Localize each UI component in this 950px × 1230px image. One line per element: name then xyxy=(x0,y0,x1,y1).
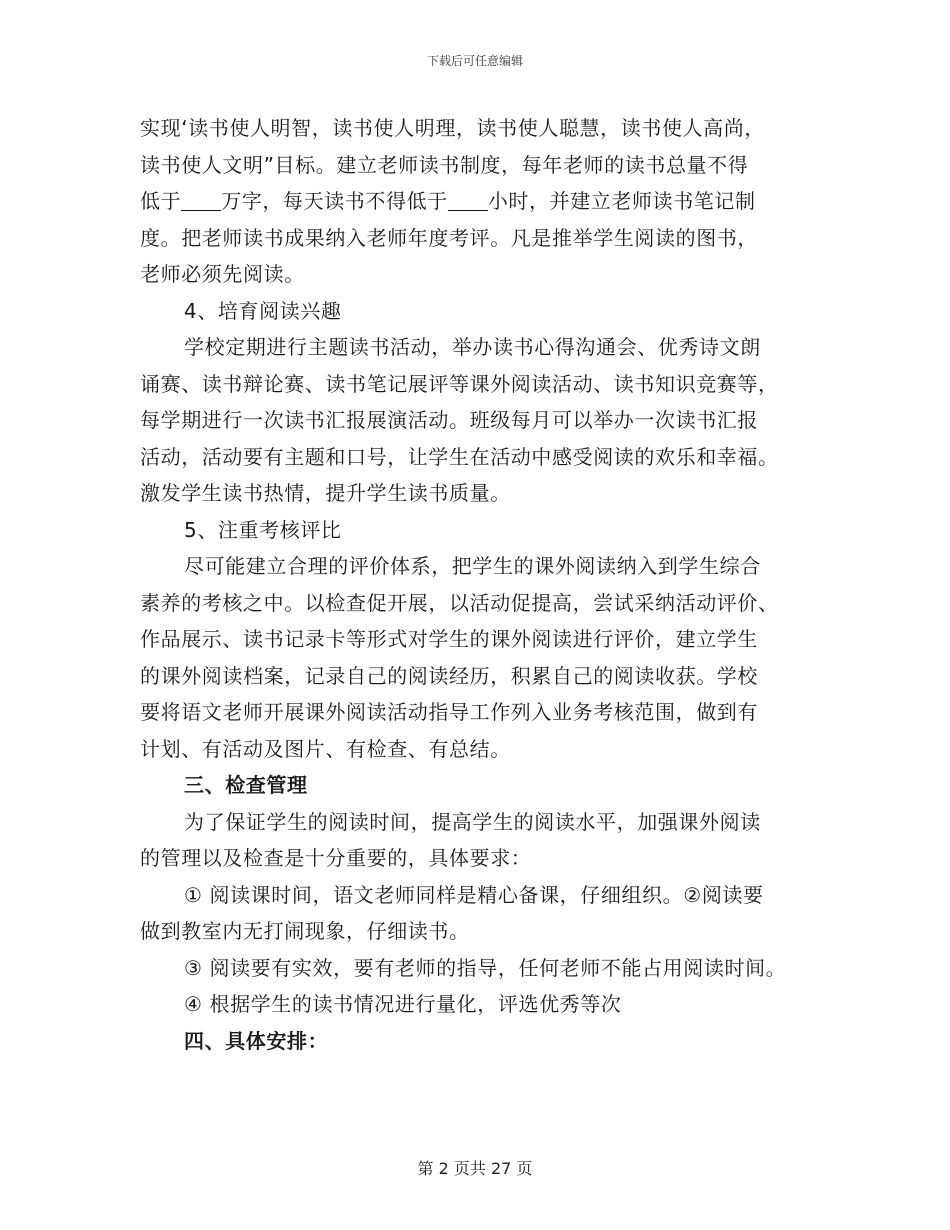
paragraph-line xyxy=(140,183,820,220)
paragraph-line: 的课外阅读档案，记录自己的阅读经历，积累自己的阅读收获。学校 xyxy=(140,663,758,688)
paragraph-line: 激发学生读书热情，提升学生读书质量。 xyxy=(140,481,511,505)
paragraph-line: 度。把老师读书成果纳入老师年度考评。凡是推举学生阅读的图书， xyxy=(140,225,758,250)
paragraph-line: 活动，活动要有主题和口号，让学生在活动中感受阅读的欢乐和幸福。 xyxy=(140,444,779,469)
text-fragment: 万字，每天读书不得低于 xyxy=(221,189,448,213)
paragraph-line: 素养的考核之中。以检查促开展，以活动促提高，尝试采纳活动评价、 xyxy=(140,590,779,615)
paragraph-line: ① 阅读课时间，语文老师同样是精心备课，仔细组织。②阅读要 xyxy=(184,882,764,907)
text-fragment: 低于 xyxy=(140,189,182,213)
paragraph-line: 做到教室内无打闹现象，仔细读书。 xyxy=(140,919,470,943)
page-header: 下载后可任意编辑 xyxy=(426,54,523,68)
document-body xyxy=(140,110,820,1059)
section-heading-four: 四、具体安排： xyxy=(184,1028,329,1053)
paragraph-line: 老师必须先阅读。 xyxy=(140,262,305,286)
paragraph-line: ③ 阅读要有实效，要有老师的指导，任何老师不能占用阅读时间。 xyxy=(184,955,787,980)
paragraph-line: 实现‘读书使人明智，读书使人明理，读书使人聪慧，读书使人高尚， xyxy=(140,116,765,140)
paragraph-line: 的管理以及检查是十分重要的，具体要求： xyxy=(140,846,532,870)
fill-in-blank xyxy=(448,192,488,211)
paragraph-line: 诵赛、读书辩论赛、读书笔记展评等课外阅读活动、读书知识竞赛等， xyxy=(140,371,779,396)
paragraph-line: 尽可能建立合理的评价体系，把学生的课外阅读纳入到学生综合 xyxy=(184,554,761,578)
section-heading-4: 4、培育阅读兴趣 xyxy=(184,298,342,323)
paragraph-line: 作品展示、读书记录卡等形式对学生的课外阅读进行评价，建立学生 xyxy=(140,627,758,651)
fill-in-blank xyxy=(181,192,221,211)
paragraph-line: 每学期进行一次读书汇报展演活动。班级每月可以举办一次读书汇报 xyxy=(140,408,758,432)
paragraph-line: 要将语文老师开展课外阅读活动指导工作列入业务考核范围，做到有 xyxy=(140,700,758,724)
paragraph-line: 计划、有活动及图片、有检查、有总结。 xyxy=(140,736,511,761)
paragraph-line: 读书使人文明”目标。建立老师读书制度，每年老师的读书总量不得 xyxy=(140,152,749,177)
paragraph-line: 学校定期进行主题读书活动，举办读书心得沟通会、优秀诗文朗 xyxy=(184,335,761,359)
section-heading-three: 三、检查管理 xyxy=(184,773,308,797)
page-footer: 第 2 页共 27 页 xyxy=(417,1159,533,1178)
text-fragment: 小时，并建立老师读书笔记制 xyxy=(487,189,756,213)
section-heading-5: 5、注重考核评比 xyxy=(184,517,342,542)
paragraph-line: 为了保证学生的阅读时间，提高学生的阅读水平，加强课外阅读 xyxy=(184,809,761,834)
paragraph-line: ④ 根据学生的读书情况进行量化，评选优秀等次 xyxy=(184,992,622,1016)
